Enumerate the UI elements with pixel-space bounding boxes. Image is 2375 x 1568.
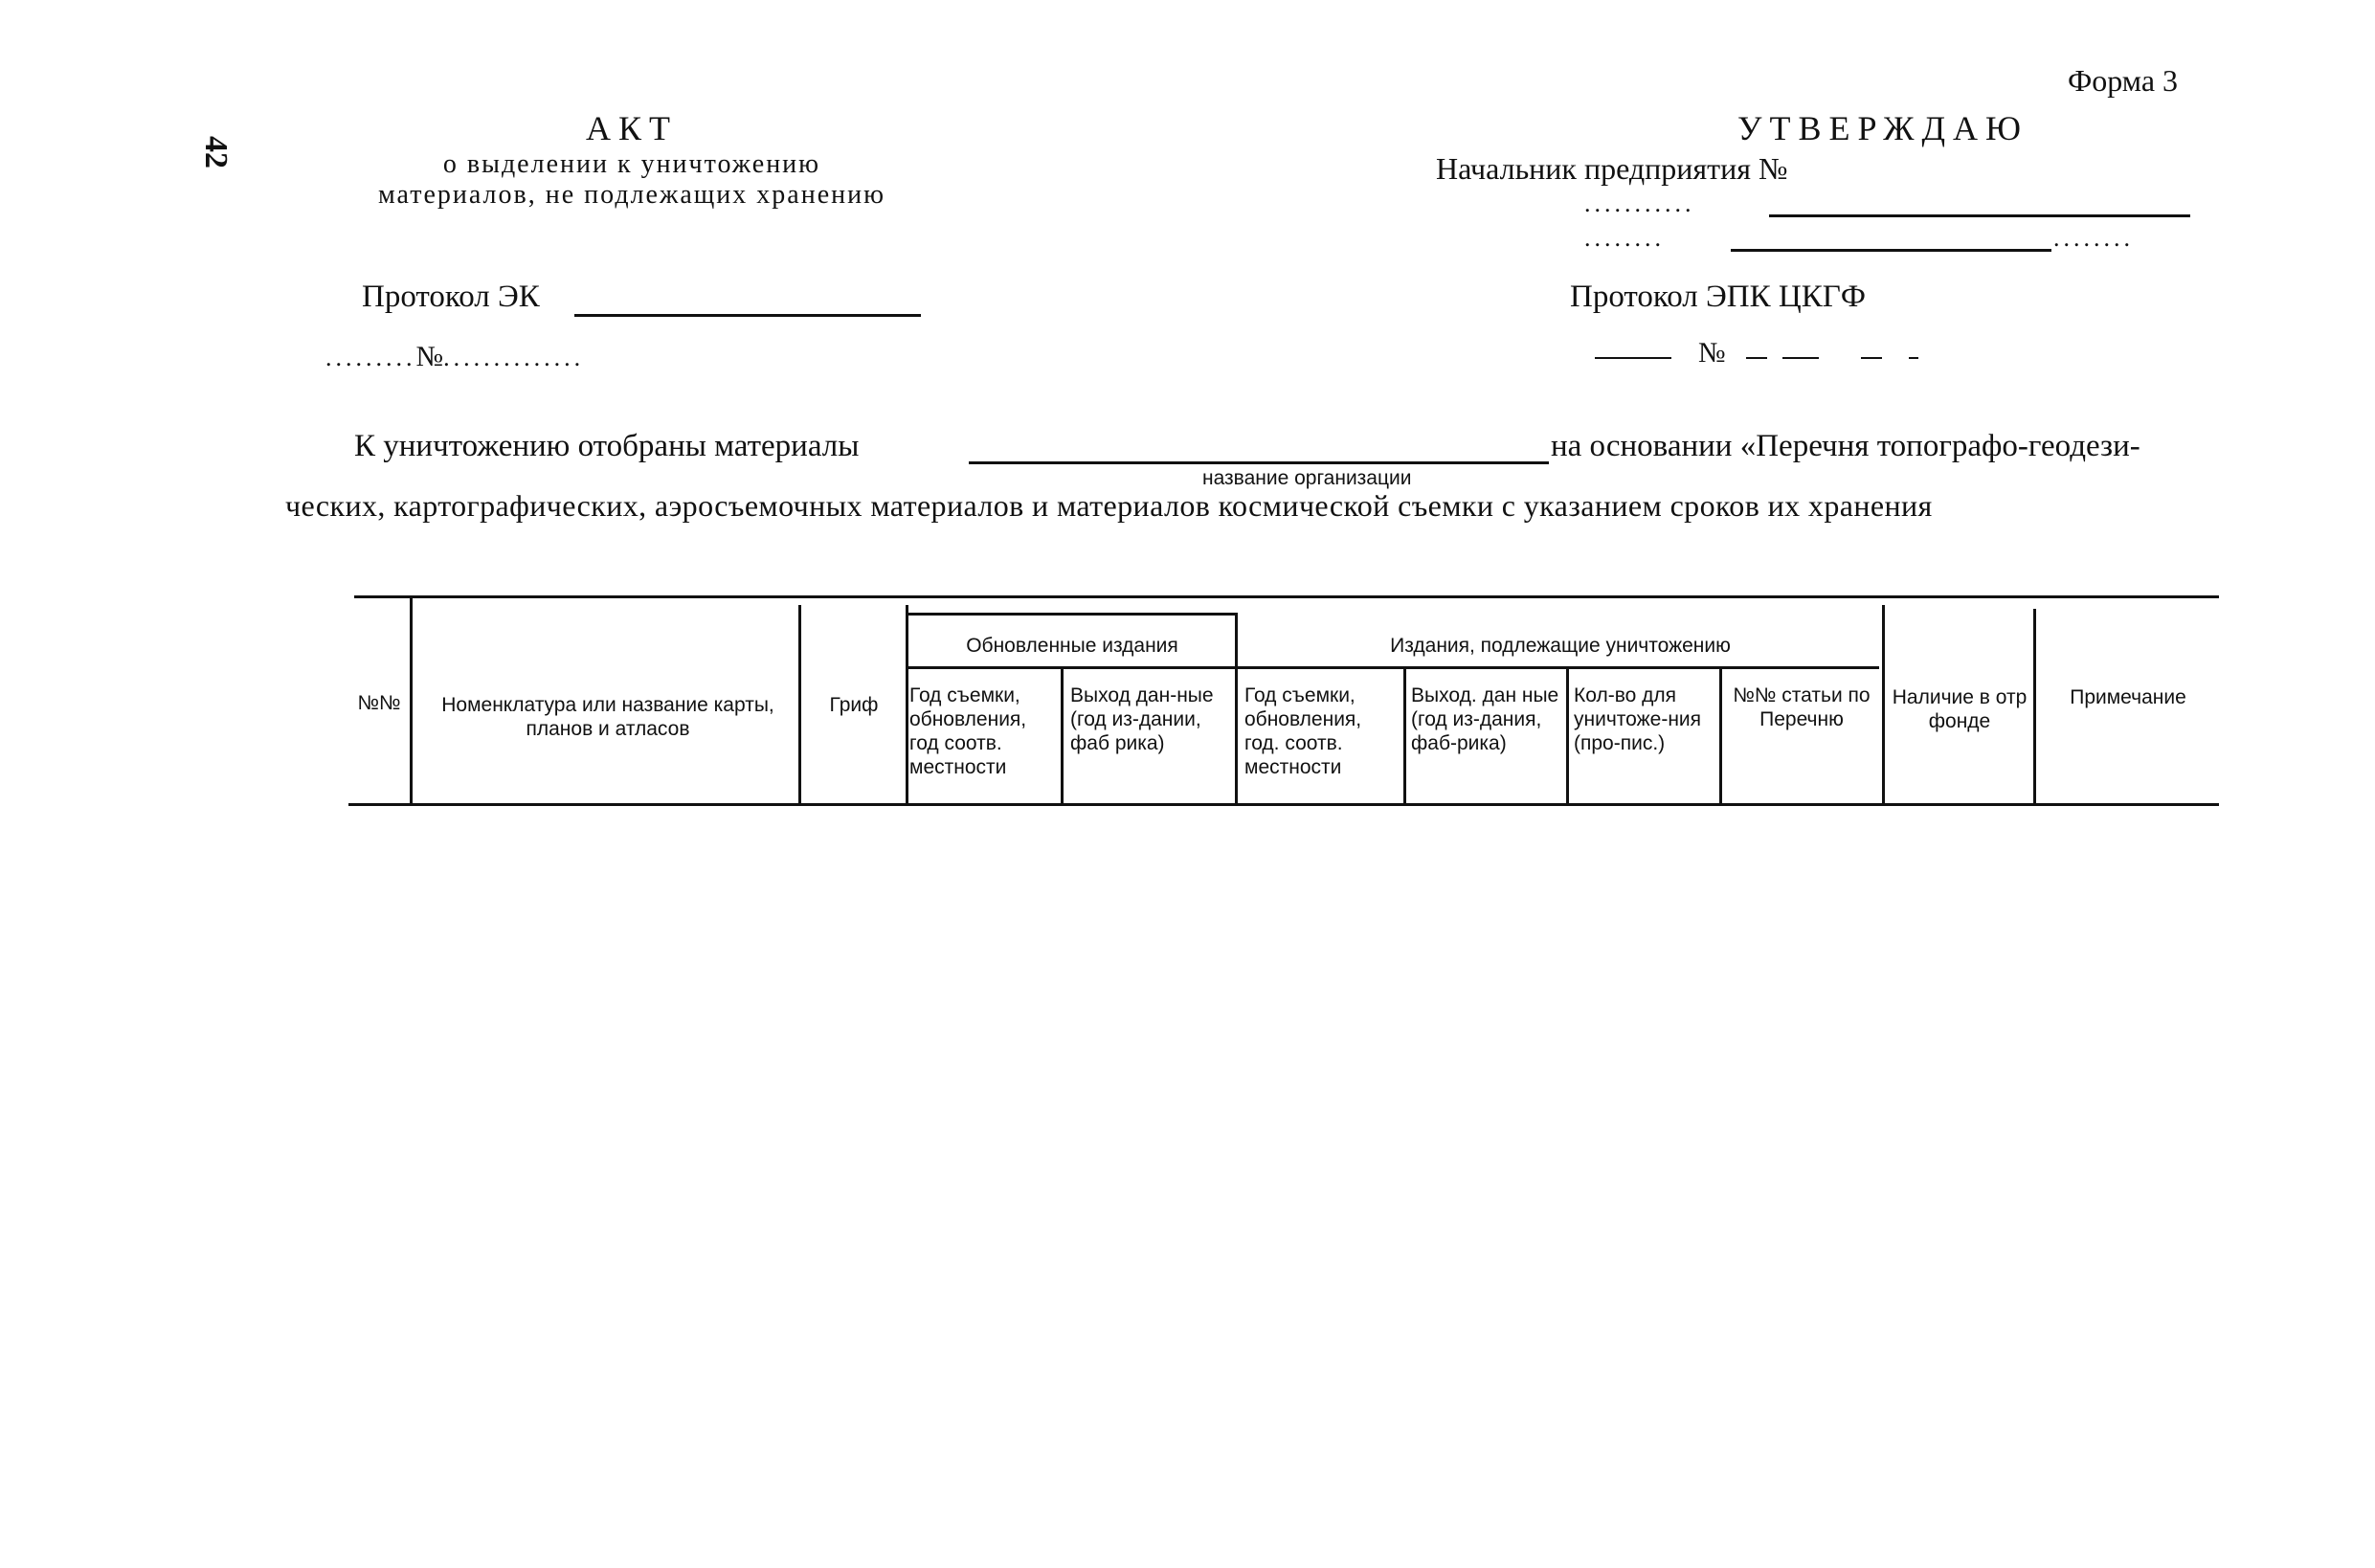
protocol-epk-dash-4 xyxy=(1909,357,1918,359)
header-availability: Наличие в отр фонде xyxy=(1892,686,2028,732)
approval-dots-right: ........ xyxy=(2053,224,2134,252)
protocol-epk-label: Протокол ЭПК ЦКГФ xyxy=(1570,280,1866,314)
header-updated-year: Год съемки, обновления, год соотв. местности xyxy=(909,684,1027,778)
protocol-ek-number-sign: № xyxy=(415,341,444,372)
group-subheader-border xyxy=(907,666,1879,669)
group-updated-top-border xyxy=(907,613,1238,616)
header-destroy-year: Год съемки, обновления, год. соотв. местности xyxy=(1244,684,1362,778)
header-grif: Гриф xyxy=(829,694,879,716)
table-divider-5 xyxy=(1235,613,1238,804)
protocol-ek-dots-right: .............. xyxy=(443,344,585,371)
akt-header xyxy=(287,107,976,211)
protocol-epk-dash-1 xyxy=(1746,357,1767,359)
table-divider-1 xyxy=(410,597,413,804)
intro-text: К уничтожению отобраны материалы xyxy=(354,429,860,463)
table-divider-10 xyxy=(2033,609,2036,804)
approval-signature-line-1 xyxy=(1769,214,2190,217)
table-divider-3 xyxy=(906,605,908,804)
protocol-epk-number-sign: № xyxy=(1698,337,1726,369)
approval-dots-short: ........... xyxy=(1584,190,1695,217)
akt-subtitle-line2: материалов, не подлежащих хранению xyxy=(377,180,886,210)
table-divider-9 xyxy=(1882,605,1885,804)
continuation-text: ческих, картографических, аэросъемочных материалов и материалов космической съемки с указанием сроков их хранения xyxy=(285,488,1933,523)
header-updated-output: Выход дан-ные (год из-дании, фаб рика) xyxy=(1070,684,1214,754)
protocol-epk-dash-left xyxy=(1595,357,1671,359)
table-bottom-border xyxy=(348,803,2219,806)
table-divider-2 xyxy=(798,605,801,804)
basis-text: на основании «Перечня топографо-геодези- xyxy=(1551,429,2140,463)
table-divider-6 xyxy=(1403,668,1406,804)
approval-position: Начальник предприятия № xyxy=(1436,151,1788,186)
form-label: Форма 3 xyxy=(2068,63,2179,98)
header-group-destroy: Издания, подлежащие уничтожению xyxy=(1390,635,1731,657)
table-divider-7 xyxy=(1566,668,1569,804)
akt-title: АКТ xyxy=(586,109,678,147)
approval-title: УТВЕРЖДАЮ xyxy=(1737,109,2029,147)
approval-signature-line-2 xyxy=(1731,249,2051,252)
organization-line xyxy=(969,461,1549,464)
protocol-ek-line xyxy=(574,314,921,317)
header-number: №№ xyxy=(357,692,401,714)
header-destroy-output: Выход. дан ные (год из-дания, фаб-рика) xyxy=(1411,684,1559,754)
protocol-ek-dots-left: ......... xyxy=(325,344,416,371)
approval-dots-left: ........ xyxy=(1584,224,1665,252)
table-divider-8 xyxy=(1719,668,1722,804)
header-nomenclature: Номенклатура или название карты, планов и атласов xyxy=(441,694,774,740)
protocol-ek-label: Протокол ЭК xyxy=(362,280,540,314)
organization-caption: название организации xyxy=(1202,467,1412,489)
header-destroy-article: №№ статьи по Перечню xyxy=(1733,684,1871,730)
page-number: 42 xyxy=(198,136,234,168)
header-destroy-quantity: Кол-во для уничтоже-ния (про-пис.) xyxy=(1574,684,1702,754)
table-divider-4 xyxy=(1061,668,1064,804)
protocol-epk-dash-3 xyxy=(1861,357,1882,359)
header-group-updated: Обновленные издания xyxy=(966,635,1178,657)
akt-subtitle-line1: о выделении к уничтожению xyxy=(442,149,821,179)
protocol-ek-number xyxy=(325,341,584,373)
table-top-border xyxy=(354,595,2219,598)
header-note: Примечание xyxy=(2070,686,2186,708)
protocol-epk-dash-2 xyxy=(1782,357,1819,359)
